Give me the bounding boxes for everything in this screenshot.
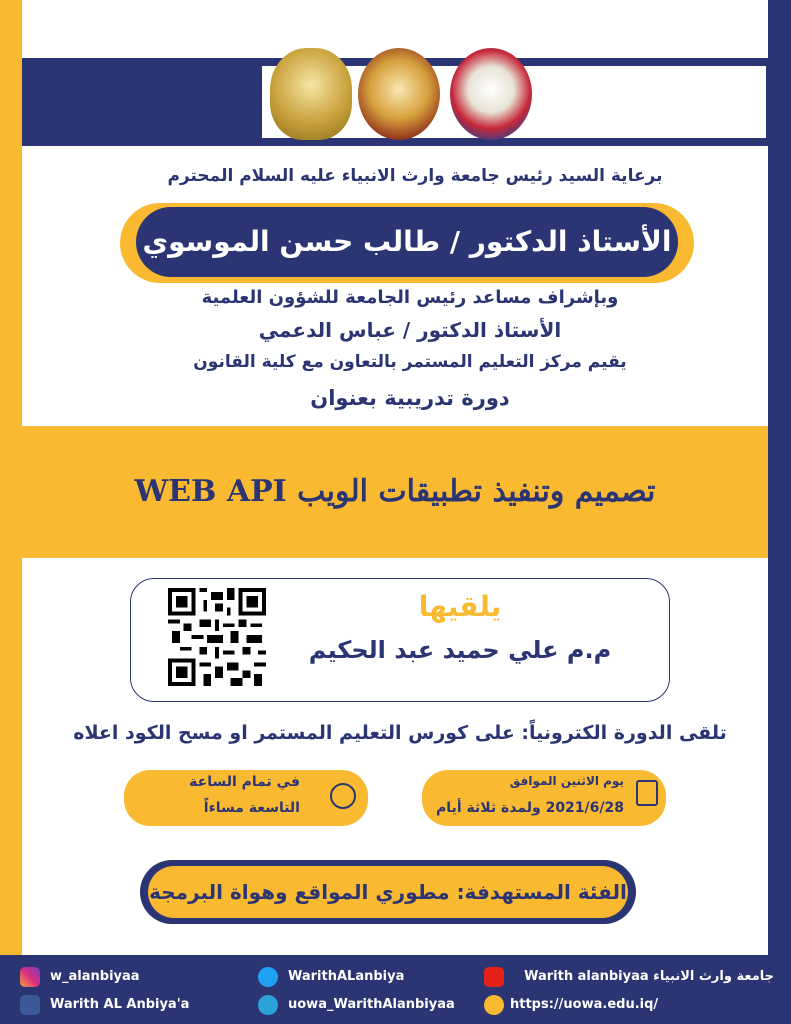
time-line-2: التاسعة مساءاً [203,800,300,816]
clock-icon [330,783,356,809]
announcement-title: إعلان [606,72,744,132]
telegram-icon[interactable] [258,995,278,1015]
website-link[interactable]: https://uowa.edu.iq/ [510,997,659,1012]
patron-name: الأستاذ الدكتور / طالب حسن الموسوي [136,207,678,277]
twitter-handle[interactable]: WarithALanbiya [288,969,405,984]
logos-group [270,48,570,143]
instagram-handle[interactable]: w_alanbiyaa [50,969,140,984]
globe-icon[interactable] [484,995,504,1015]
patron-line: برعاية السيد رئيس جامعة وارث الانبياء عليه السلام المحترم [167,166,663,186]
date-line-2: 2021/6/28 ولمدة ثلاثة أيام [436,800,624,816]
university-logo-icon [270,48,352,140]
lecturer-label: يلقيها [418,590,502,623]
holy-shrine-logo-icon [358,48,440,140]
course-intro: دورة تدريبية بعنوان [310,386,510,410]
footer-bar [0,955,791,1024]
youtube-channel[interactable]: جامعة وارث الانبياء Warith alanbiyaa [524,969,774,984]
instagram-icon[interactable] [20,967,40,987]
lecturer-name: م.م علي حميد عبد الحكيم [308,636,612,664]
twitter-icon[interactable] [258,967,278,987]
ministry-logo-icon [450,48,532,140]
left-gold-stripe [0,0,22,955]
youtube-icon[interactable] [484,967,504,987]
facebook-handle[interactable]: Warith AL Anbiya'a [50,997,190,1012]
online-note: تلقى الدورة الكترونياً: على كورس التعليم المستمر او مسح الكود اعلاه [73,722,727,744]
target-audience: الفئة المستهدفة: مطوري المواقع وهواة البرمجة [148,866,628,918]
telegram-handle[interactable]: uowa_WarithAlanbiyaa [288,997,455,1012]
date-line-1: يوم الاثنين الموافق [509,774,624,788]
course-title: تصميم وتنفيذ تطبيقات الويب WEB API [134,474,656,509]
qr-code-icon[interactable] [168,588,266,686]
supervisor-name: الأستاذ الدكتور / عباس الدعمي [258,318,562,342]
time-line-1: في تمام الساعة [189,774,300,790]
right-navy-stripe [768,0,791,955]
facebook-icon[interactable] [20,995,40,1015]
supervision-line: وبإشراف مساعد رئيس الجامعة للشؤون العلمية [201,287,619,308]
organizer-line: يقيم مركز التعليم المستمر بالتعاون مع كلية القانون [193,352,627,372]
calendar-icon [636,780,658,806]
